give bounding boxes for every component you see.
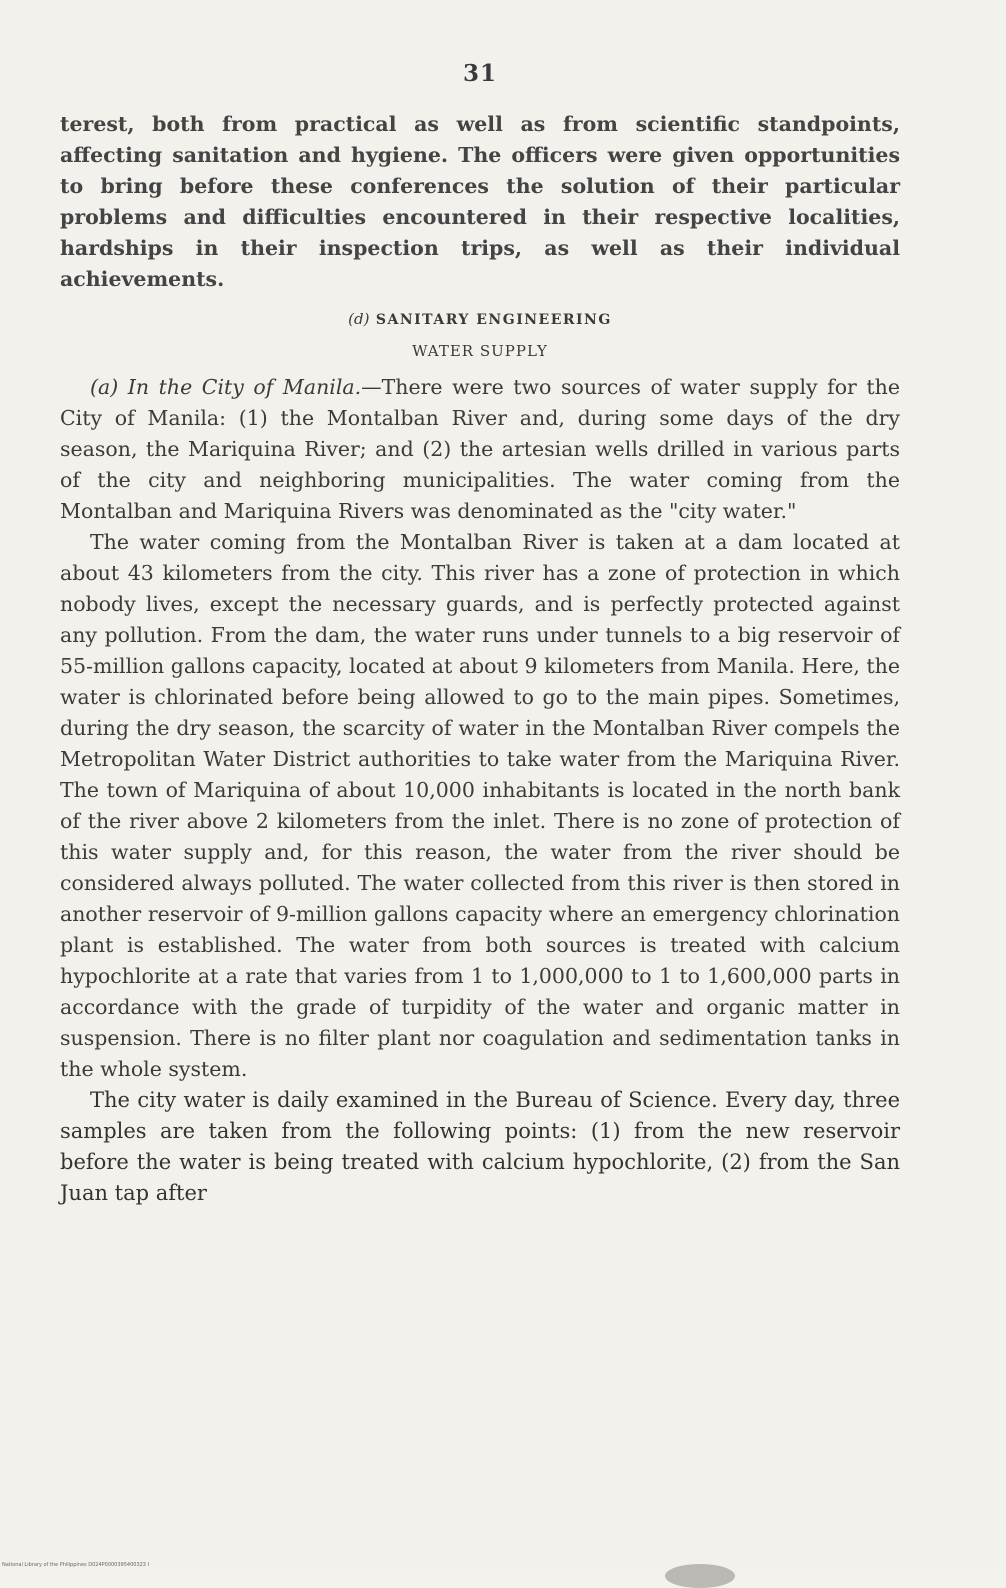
paragraph-manila-text: —There were two sources of water supply for the City of Manila: (1) the Montalban River and, during some days of the dry season, the Mariquina River; and (2) the artesian wells drilled in various parts of the city and neighboring municipalities. The water coming from the Montalban and Mariquina Rivers was denominated as the "city water." [60, 375, 900, 523]
section-heading [60, 305, 900, 334]
section-letter: (d) [348, 310, 370, 328]
subsection-heading: WATER SUPPLY [412, 342, 548, 360]
paragraph-montalban: The water coming from the Montalban River is taken at a dam located at about 43 kilometers from the city. This river has a zone of protection in which nobody lives, except the necessary guards, and is perfectly protected against any pollution. From the dam, the water runs under tunnels to a big reservoir of 55-million gallons capacity, located at about 9 kilometers from Manila. Here, the water is chlorinated before being allowed to go to the main pipes. Sometimes, during the dry season, the scarcity of water in the Montalban River compels the Metropolitan Water District authorities to take water from the Mariquina River. The town of Mariquina of about 10,000 inhabitants is located in the north bank of the river above 2 kilometers from the inlet. There is no zone of protection of this water supply and, for this reason, the water from the river should be considered always polluted. The water collected from this river is then stored in another reservoir of 9-million gallons capacity where an emergency chlorination plant is established. The water from both sources is treated with calcium hypochlorite at a rate that varies from 1 to 1,000,000 to 1 to 1,600,000 parts in accordance with the grade of turpidity of the water and organic matter in suspension. There is no filter plant nor coagulation and sedimentation tanks in the whole system. [60, 530, 900, 1081]
section-title: SANITARY ENGINEERING [375, 312, 612, 328]
scan-smudge [665, 1564, 735, 1588]
intro-paragraph: terest, both from practical as well as from scientific standpoints, affecting sanitation and hygiene. The officers were given opportunities to bring before these conferences the solution of their particular problems and difficulties encountered in their respective localities, hardships in their inspection trips, as well as their individual achievements. [60, 112, 900, 291]
paragraph-manila-label: (a) [90, 375, 119, 399]
paragraph-examination: The city water is daily examined in the Bureau of Science. Every day, three samples are taken from the following points: (1) from the new reservoir before the water is being treated with calcium hypochlorite, (2) from the San Juan tap after [60, 1088, 900, 1205]
footer-archive-text: National Library of the Philippines D024P0000395400323 I [2, 1562, 150, 1568]
paragraph-manila [60, 372, 900, 527]
page-number: 31 [462, 60, 497, 87]
document-page [60, 60, 900, 1209]
paragraph-manila-runin: In the City of Manila. [127, 375, 362, 399]
